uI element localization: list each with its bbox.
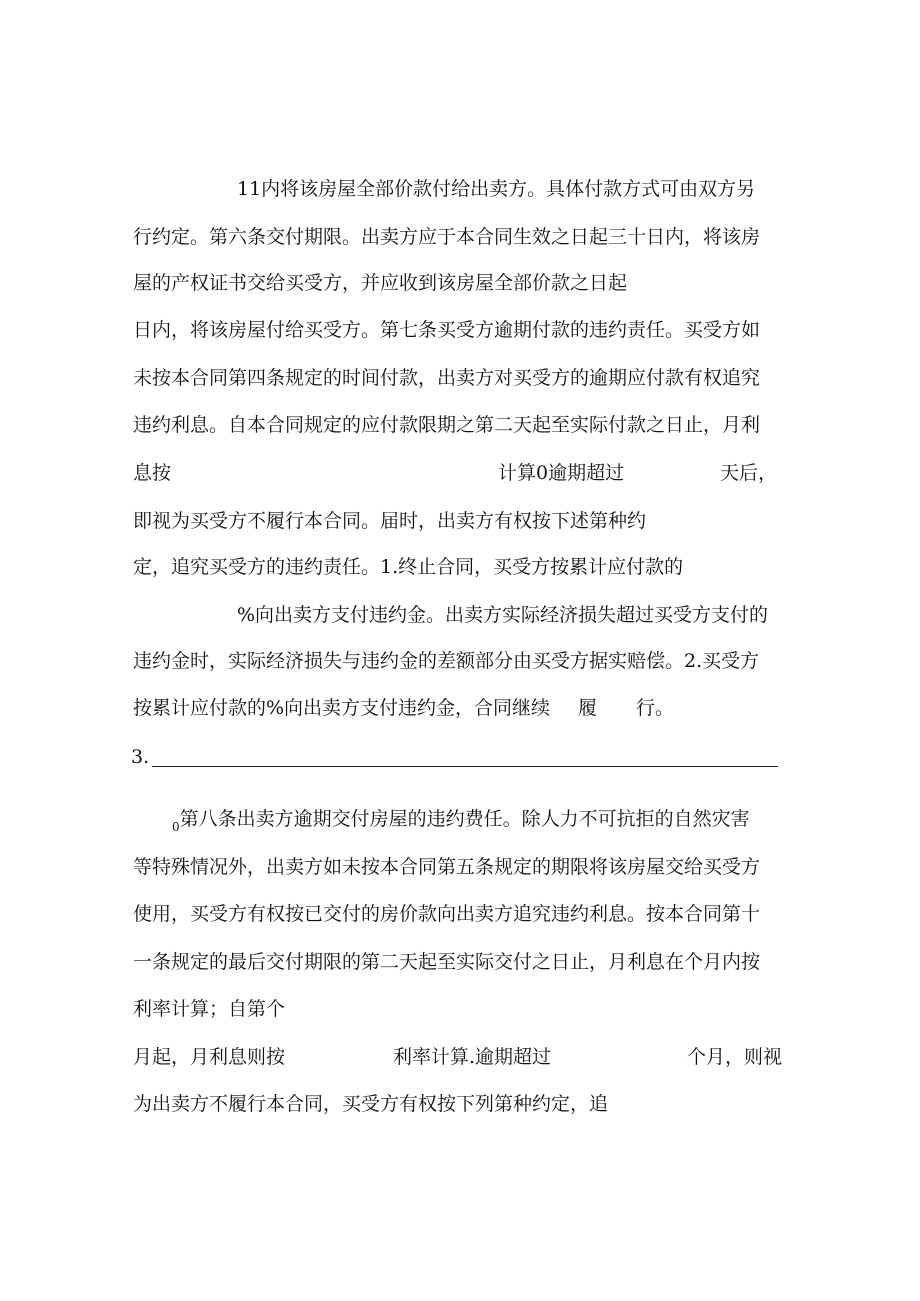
- article-8-line: [172, 806, 750, 840]
- continue-line-start: 按累计应付款的%向出卖方支付违约金，合同继续: [133, 697, 551, 719]
- month-line-middle: 利率计算.逾期超过: [393, 1046, 552, 1068]
- article-8-subscript-mark: 0: [172, 820, 180, 834]
- text-line: 行约定。第六条交付期限。出卖方应于本合同生效之日起三十日内，将该房: [133, 226, 761, 248]
- article-8-text: 第八条出卖方逾期交付房屋的违约费任。除人力不可抗拒的自然灾害: [179, 808, 750, 830]
- text-line: %向出卖方支付违约金。出卖方实际经济损失超过买受方支付的: [237, 604, 769, 626]
- text-line: 定，追究买受方的违约责任。1.终止合同，买受方按累计应付款的: [133, 556, 684, 578]
- interest-line-start: 息按: [133, 462, 172, 484]
- interest-line-middle: 计算0逾期超过: [498, 462, 625, 484]
- text-line: 违约利息。自本合同规定的应付款限期之第二天起至实际付款之日止，月利: [133, 414, 761, 436]
- text-line: 日内，将该房屋付给买受方。第七条买受方逾期付款的违约责任。买受方如: [133, 319, 761, 341]
- text-line: 利率计算；自第个: [133, 998, 286, 1020]
- item-3-label: 3.: [131, 746, 150, 768]
- text-line: 未按本合同第四条规定的时间付款，出卖方对买受方的逾期应付款有权追究: [133, 367, 761, 389]
- continue-line-end: 行。: [636, 697, 675, 719]
- month-line-start: 月起，月利息则按: [133, 1046, 286, 1068]
- text-line: 即视为买受方不履行本合同。届时，出卖方有权按下述第种约: [133, 510, 647, 532]
- text-line: 等特殊情况外，出卖方如未按本合同第五条规定的期限将该房屋交给买受方: [133, 856, 761, 878]
- item-3-blank-line: [152, 766, 778, 767]
- text-line: 为出卖方不履行本合同，买受方有权按下列第种约定，追: [133, 1093, 609, 1115]
- text-line: 使用，买受方有权按已交付的房价款向出卖方追究违约利息。按本合同第十: [133, 903, 761, 925]
- continue-line-middle: 履: [578, 697, 598, 719]
- interest-line-end: 天后，: [720, 462, 778, 484]
- text-line: 屋的产权证书交给买受方，并应收到该房屋全部价款之日起: [133, 272, 628, 294]
- text-line: 11内将该房屋全部价款付给出卖方。具体付款方式可由双方另: [237, 178, 756, 200]
- text-line: 一条规定的最后交付期限的第二天起至实际交付之日止，月利息在个月内按: [133, 951, 761, 973]
- month-line-end: 个月，则视: [687, 1046, 783, 1068]
- text-line: 违约金时，实际经济损失与违约金的差额部分由买受方据实赔偿。2.买受方: [133, 650, 760, 672]
